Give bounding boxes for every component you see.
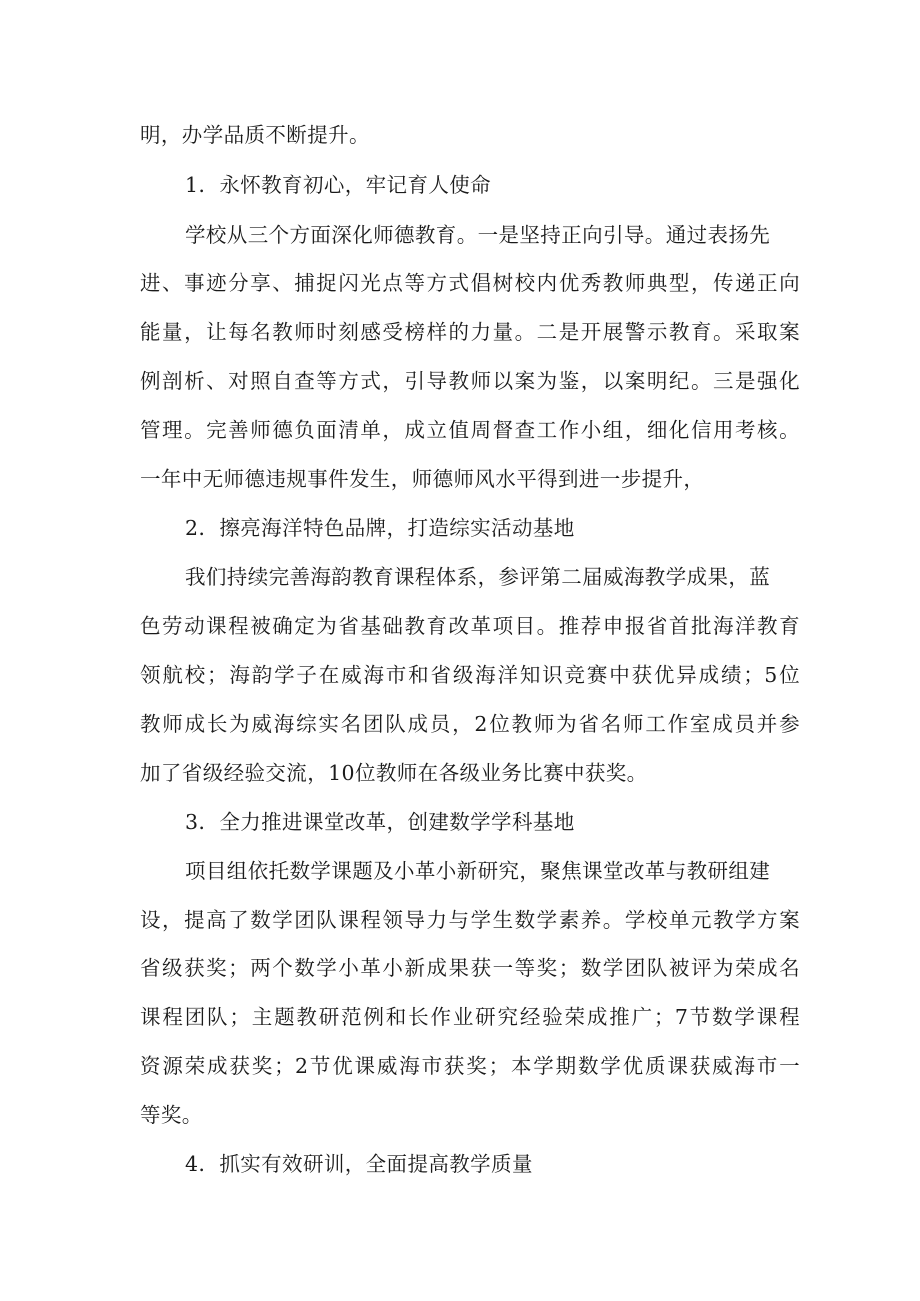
paragraph-line: 项目组依托数学课题及小革小新研究，聚焦课堂改革与教研组建 (185, 859, 771, 883)
paragraph-line: 课程团队；主题教研范例和长作业研究经验荣成推广；7节数学课程 (140, 1005, 800, 1029)
section-heading-1: 1．永怀教育初心，牢记育人使命 (185, 173, 492, 197)
paragraph-line: 设，提高了数学团队课程领导力与学生数学素养。学校单元教学方案 (140, 908, 800, 932)
paragraph-line: 等奖。 (140, 1103, 203, 1127)
paragraph-line: 明，办学品质不断提升。 (140, 123, 370, 147)
paragraph-line: 领航校；海韵学子在威海市和省级海洋知识竞赛中获优异成绩；5位 (140, 663, 800, 687)
paragraph-line: 管理。完善师德负面清单，成立值周督查工作小组，细化信用考核。 (140, 418, 800, 442)
paragraph-line: 例剖析、对照自查等方式，引导教师以案为鉴，以案明纪。三是强化 (140, 369, 800, 393)
paragraph-line: 色劳动课程被确定为省基础教育改革项目。推荐申报省首批海洋教育 (140, 614, 800, 638)
paragraph-line: 学校从三个方面深化师德教育。一是坚持正向引导。通过表扬先 (185, 223, 771, 247)
paragraph-line: 能量，让每名教师时刻感受榜样的力量。二是开展警示教育。采取案 (140, 320, 800, 344)
section-heading-2: 2．擦亮海洋特色品牌，打造综实活动基地 (185, 516, 575, 540)
section-heading-3: 3．全力推进课堂改革，创建数学学科基地 (185, 810, 575, 834)
paragraph-line: 教师成长为威海综实名团队成员，2位教师为省名师工作室成员并参 (140, 712, 800, 736)
paragraph-line: 一年中无师德违规事件发生，师德师风水平得到进一步提升， (140, 467, 705, 491)
section-heading-4: 4．抓实有效研训，全面提高教学质量 (185, 1152, 533, 1176)
paragraph-line: 资源荣成获奖；2节优课威海市获奖；本学期数学优质课获威海市一 (140, 1054, 800, 1078)
paragraph-line: 省级获奖；两个数学小革小新成果获一等奖；数学团队被评为荣成名 (140, 956, 800, 980)
paragraph-line: 进、事迹分享、捕捉闪光点等方式倡树校内优秀教师典型，传递正向 (140, 271, 800, 295)
paragraph-line: 我们持续完善海韵教育课程体系，参评第二届威海教学成果，蓝 (185, 565, 771, 589)
paragraph-line: 加了省级经验交流，10位教师在各级业务比赛中获奖。 (140, 761, 648, 785)
